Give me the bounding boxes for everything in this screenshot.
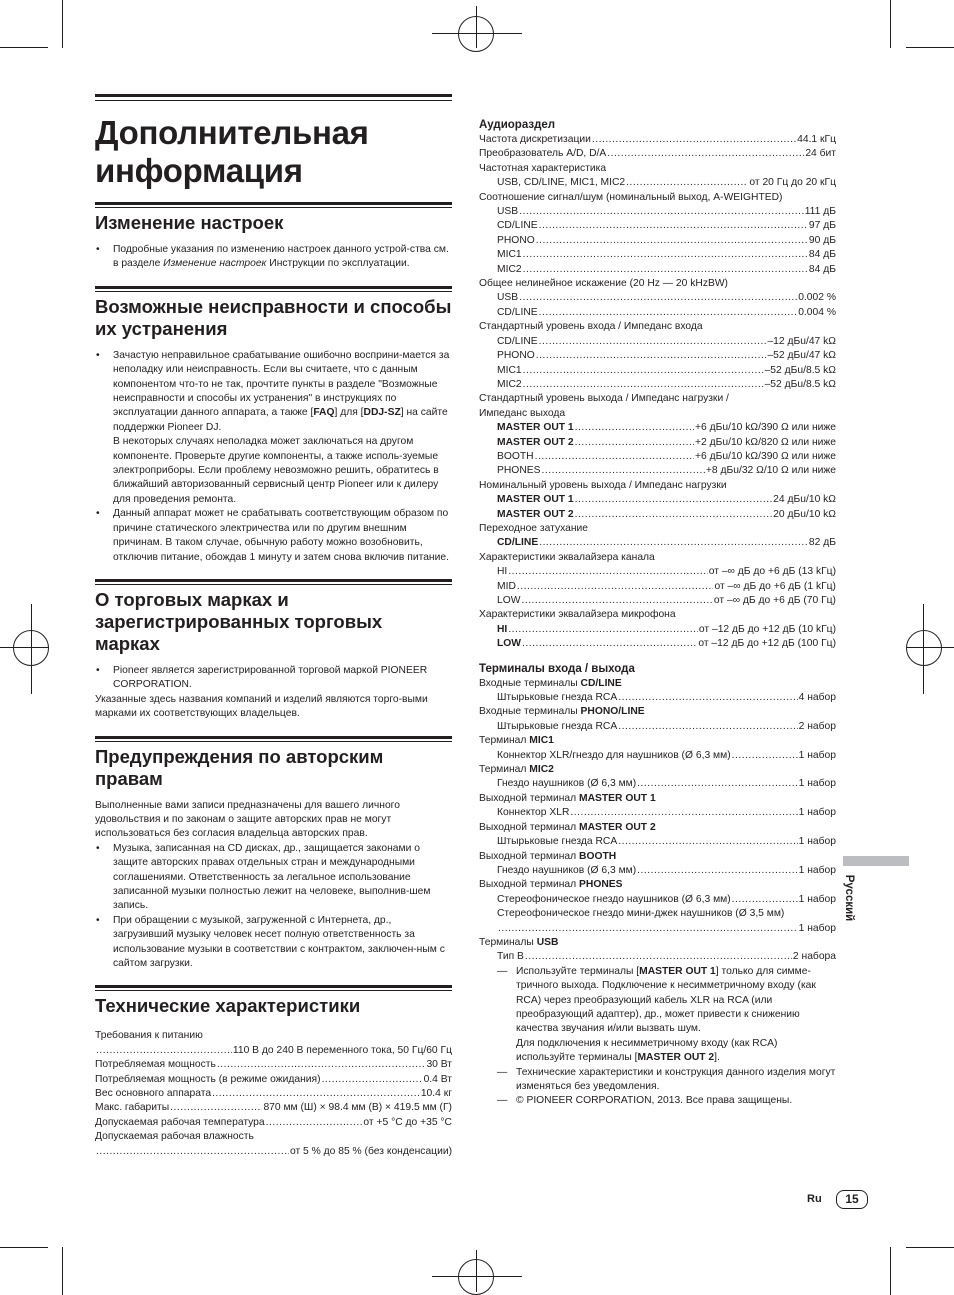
page-number: 15 [836,1190,868,1209]
registration-mark-line [476,6,477,48]
input-rows [479,335,836,393]
terminal-label: Выходной терминал MASTER OUT 2 [479,821,656,833]
terminal-label: Терминал MIC2 [479,764,554,776]
spec-label: Номинальный уровень выхода / Импеданс нагрузки [479,479,727,491]
spec-row: MASTER OUT 2 ..... +2 дБu/10 kΩ/820 Ω или ниже [479,436,836,450]
registration-mark [906,630,942,666]
spec-label: Импеданс выхода [479,407,566,419]
crop-mark [62,0,63,48]
spec-label: Частотная характеристика [479,162,607,174]
copyright-bullet: • При обращении с музыкой, загруженной с Интернета, др., загрузивший музыку человек несет полную ответственность за использование музыки в соответствии с контрактом, заключен-ным с сайтом загрузки. [95,914,452,972]
terminal-label: Выходной терминал MASTER OUT 1 [479,792,656,804]
spec-row: MASTER OUT 1 ..... +6 дБu/10 kΩ/390 Ω или ниже [479,421,836,435]
spec-rows [95,1044,452,1130]
spec-row: BOOTH ..... +6 дБu/10 kΩ/390 Ω или ниже [479,450,836,464]
spec-label: Требования к питанию [95,1030,203,1042]
spec-row: Вес основного аппарата ..... 10.4 кг [95,1087,452,1101]
section-rule [95,985,452,988]
language-tab [843,866,870,936]
spec-label: Стандартный уровень входа / Импеданс входа [479,321,703,333]
crop-mark [62,1247,63,1295]
spec-row: Гнездо наушников (Ø 6,3 мм) ..... 1 набор [479,777,836,791]
spec-row-label: Стереофоническое гнездо мини-джек наушников (Ø 3,5 мм) [497,908,785,920]
language-label: Русский [843,874,856,922]
section-rule [95,286,452,289]
heading-specifications: Технические характеристики [95,995,361,1017]
rated-rows [479,493,836,522]
trademarks-bullet: • Pioneer является зарегистрированной торговой маркой PIONEER CORPORATION. [95,664,452,693]
registration-mark-line [906,647,954,648]
note: — Технические характеристики и конструкция данного изделия могут изменяться без уведомления. [479,1066,836,1095]
spec-row: CD/LINE ..... –12 дБu/47 kΩ [479,335,836,349]
spec-row: LOW ..... от –∞ дБ до +6 дБ (70 Гц) [479,594,836,608]
spec-row: Тип B ..... 2 набора [479,950,836,964]
note: Для подключения к несимметричному входу (как RCA) используйте терминалы [MASTER OUT 2]. [516,1037,778,1064]
right-column [479,118,836,1109]
heading-copyright: Предупреждения по авторским правам [95,745,384,789]
spec-row: Стереофоническое гнездо наушников (Ø 6,3 мм) ..... 1 набор [479,893,836,907]
registration-mark-line [476,1250,477,1292]
title-rule [95,100,452,101]
spec-row: Потребляемая мощность (в режиме ожидания) ..... 0.4 Вт [95,1073,452,1087]
thd-rows [479,291,836,320]
section-rule [95,584,452,585]
mic-eq-rows [479,623,836,652]
spec-row: Коннектор XLR/гнездо для наушников (Ø 6,3 мм) ..... 1 набор [479,749,836,763]
spec-row: ..... от 5 % до 85 % (без конденсации) [95,1145,452,1159]
spec-label: Переходное затухание [479,522,589,534]
copyright-paragraph: Выполненные вами записи предназначены для вашего личного удовольствия и по законам о защите авторских прав не могут использоваться без согласия владельца авторских прав. [95,799,400,840]
crop-mark [906,47,954,48]
spec-row: Штырьковые гнезда RCA ..... 4 набор [479,691,836,705]
spec-label: Характеристики эквалайзера микрофона [479,609,676,621]
output-rows [479,421,836,479]
spec-row: HI ..... от –∞ дБ до +6 дБ (13 kГц) [479,565,836,579]
spec-row: Коннектор XLR ..... 1 набор [479,806,836,820]
spec-row: Допускаемая рабочая температура ..... от +5 °C до +35 °C [95,1116,452,1130]
spec-row: PHONO ..... –52 дБu/47 kΩ [479,349,836,363]
spec-row: HI ..... от –12 дБ до +12 дБ (10 kГц) [479,623,836,637]
spec-row: USB ..... 0.002 % [479,291,836,305]
spec-row: MIC1 ..... –52 дБu/8.5 kΩ [479,364,836,378]
spec-row: LOW ..... от –12 дБ до +12 дБ (100 Гц) [479,637,836,651]
section-rule [95,736,452,739]
left-column [95,94,452,1159]
page-language: Ru [807,1193,822,1205]
crop-mark [0,47,48,48]
spec-row: MASTER OUT 2 ..... 20 дБu/10 kΩ [479,508,836,522]
spec-row: PHONES ..... +8 дБu/32 Ω/10 Ω или ниже [479,464,836,478]
heading-trademarks: О торговых марках и зарегистрированных торговых марках [95,588,383,654]
spec-label: Терминалы USB [479,936,559,948]
spec-row: MIC2 ..... 84 дБ [479,263,836,277]
crop-mark [890,0,891,48]
registration-mark-line [432,1276,522,1277]
spec-label: Соотношение сигнал/шум (номинальный выход, A-WEIGHTED) [479,191,783,203]
spec-row: CD/LINE ..... 0.004 % [479,306,836,320]
copyright-bullet: • Музыка, записанная на CD дисках, др., защищается законами о защите авторских правах отдельных стран и международными соглашениями. Ответственность за легальное использование записанной музыки полностью лежит на человеке, выполнив-шем запись. [95,842,452,914]
spec-row: CD/LINE ..... 82 дБ [479,536,836,550]
channel-eq-rows [479,565,836,608]
page-title: Дополнительная информация [95,114,369,189]
section-rule [95,741,452,742]
crop-mark [906,1247,954,1248]
language-tab-bar [843,856,909,866]
spec-row: USB, CD/LINE, MIC1, MIC2 ..... от 20 Гц до 20 кГц [479,176,836,190]
spec-row: Гнездо наушников (Ø 6,3 мм) ..... 1 набор [479,864,836,878]
title-rule [95,94,452,97]
heading-audio: Аудиораздел [479,119,556,131]
spec-row: Штырьковые гнезда RCA ..... 1 набор [479,835,836,849]
terminal-groups [479,677,836,908]
spec-row: Преобразователь A/D, D/A ..... 24 бит [479,147,836,161]
note: — © PIONEER CORPORATION, 2013. Все права защищены. [479,1094,836,1108]
troubleshooting-paragraph: В некоторых случаях неполадка может заключаться на другом компоненте. Проверьте другие компоненты, а также исполь-зуемые электроприборы. Если проблему невозможно решить, обратитесь в ближайший авторизованный сервисный центр Pioneer или к дилеру для проведения ремонта. [113,436,439,505]
spec-row: USB ..... 111 дБ [479,205,836,219]
spec-label: Характеристики эквалайзера канала [479,551,655,563]
registration-mark-line [923,604,924,694]
heading-settings: Изменение настроек [95,212,284,233]
spec-row: ..... 110 В до 240 В переменного тока, 50 Гц/60 Гц [95,1044,452,1058]
section-rule [95,291,452,292]
spec-row: CD/LINE ..... 97 дБ [479,219,836,233]
snr-rows [479,205,836,277]
settings-bullet: • Подробные указания по изменению настроек данного устрой-ства см. в разделе Изменение настроек Инструкции по эксплуатации. [95,243,452,272]
troubleshooting-bullet: • Зачастую неправильное срабатывание ошибочно восприни-мается за неполадку или неисправность. Если вы считаете, что с данным компонентом что-то не так, прочтите пункты в разделе "Возможные неисправности и способы их устранения" в инструкциях по эксплуатации данного аппарата, а также [FAQ] для [DDJ-SZ] на сайте поддержки Pioneer DJ. [95,349,452,435]
registration-mark-line [0,647,48,648]
spec-label: Стандартный уровень выхода / Импеданс нагрузки / [479,393,729,405]
crop-mark [0,1247,48,1248]
section-rule [95,579,452,582]
spec-row: Штырьковые гнезда RCA ..... 2 набор [479,720,836,734]
heading-troubleshooting: Возможные неисправности и способы их устранения [95,295,452,339]
spec-row: Макс. габариты ..... 870 мм (Ш) × 98.4 мм (В) × 419.5 мм (Г) [95,1101,452,1115]
spec-label: Общее нелинейное искажение (20 Hz — 20 kHzBW) [479,278,728,290]
section-rule [95,207,452,208]
terminal-label: Выходной терминал BOOTH [479,850,617,862]
spec-row: Частота дискретизации ..... 44.1 кГц [479,133,836,147]
heading-terminals: Терминалы входа / выхода [479,662,635,675]
spec-row: MIC2 ..... –52 дБu/8.5 kΩ [479,378,836,392]
spec-label: Допускаемая рабочая влажность [95,1131,254,1143]
terminal-label: Выходной терминал PHONES [479,879,623,891]
registration-mark-line [432,33,522,34]
registration-mark-line [31,604,32,694]
spec-row: MASTER OUT 1 ..... 24 дБu/10 kΩ [479,493,836,507]
terminal-label: Терминал MIC1 [479,735,554,747]
section-rule [95,202,452,205]
section-rule [95,990,452,991]
spec-row: PHONO ..... 90 дБ [479,234,836,248]
note: — Используйте терминалы [MASTER OUT 1] только для симме-тричного выхода. Подключение к несимметричному входу (как RCA) через преобразующий кабель XLR на RCA (или преобразующий адаптер), др., может привести к снижению качества звучания и/или вызвать шум. [479,965,836,1037]
spec-row: MID ..... от –∞ дБ до +6 дБ (1 kГц) [479,580,836,594]
spec-row: MIC1 ..... 84 дБ [479,248,836,262]
crop-mark [890,1247,891,1295]
trademarks-paragraph: Указанные здесь названия компаний и изделий являются торго-выми марками их соответствующих владельцев. [95,693,428,720]
terminal-label: Входные терминалы PHONO/LINE [479,706,645,718]
spec-row: ..... 1 набор [479,922,836,936]
terminal-label: Входные терминалы CD/LINE [479,677,622,689]
troubleshooting-bullet: • Данный аппарат может не срабатывать соответствующим образом по причине статического электричества или по другим внешним причинам. В таком случае, обычную работу можно возобновить, отключив питание, обождав 1 минуту и затем снова включив питание. [95,507,452,565]
spec-row: Потребляемая мощность ..... 30 Вт [95,1058,452,1072]
